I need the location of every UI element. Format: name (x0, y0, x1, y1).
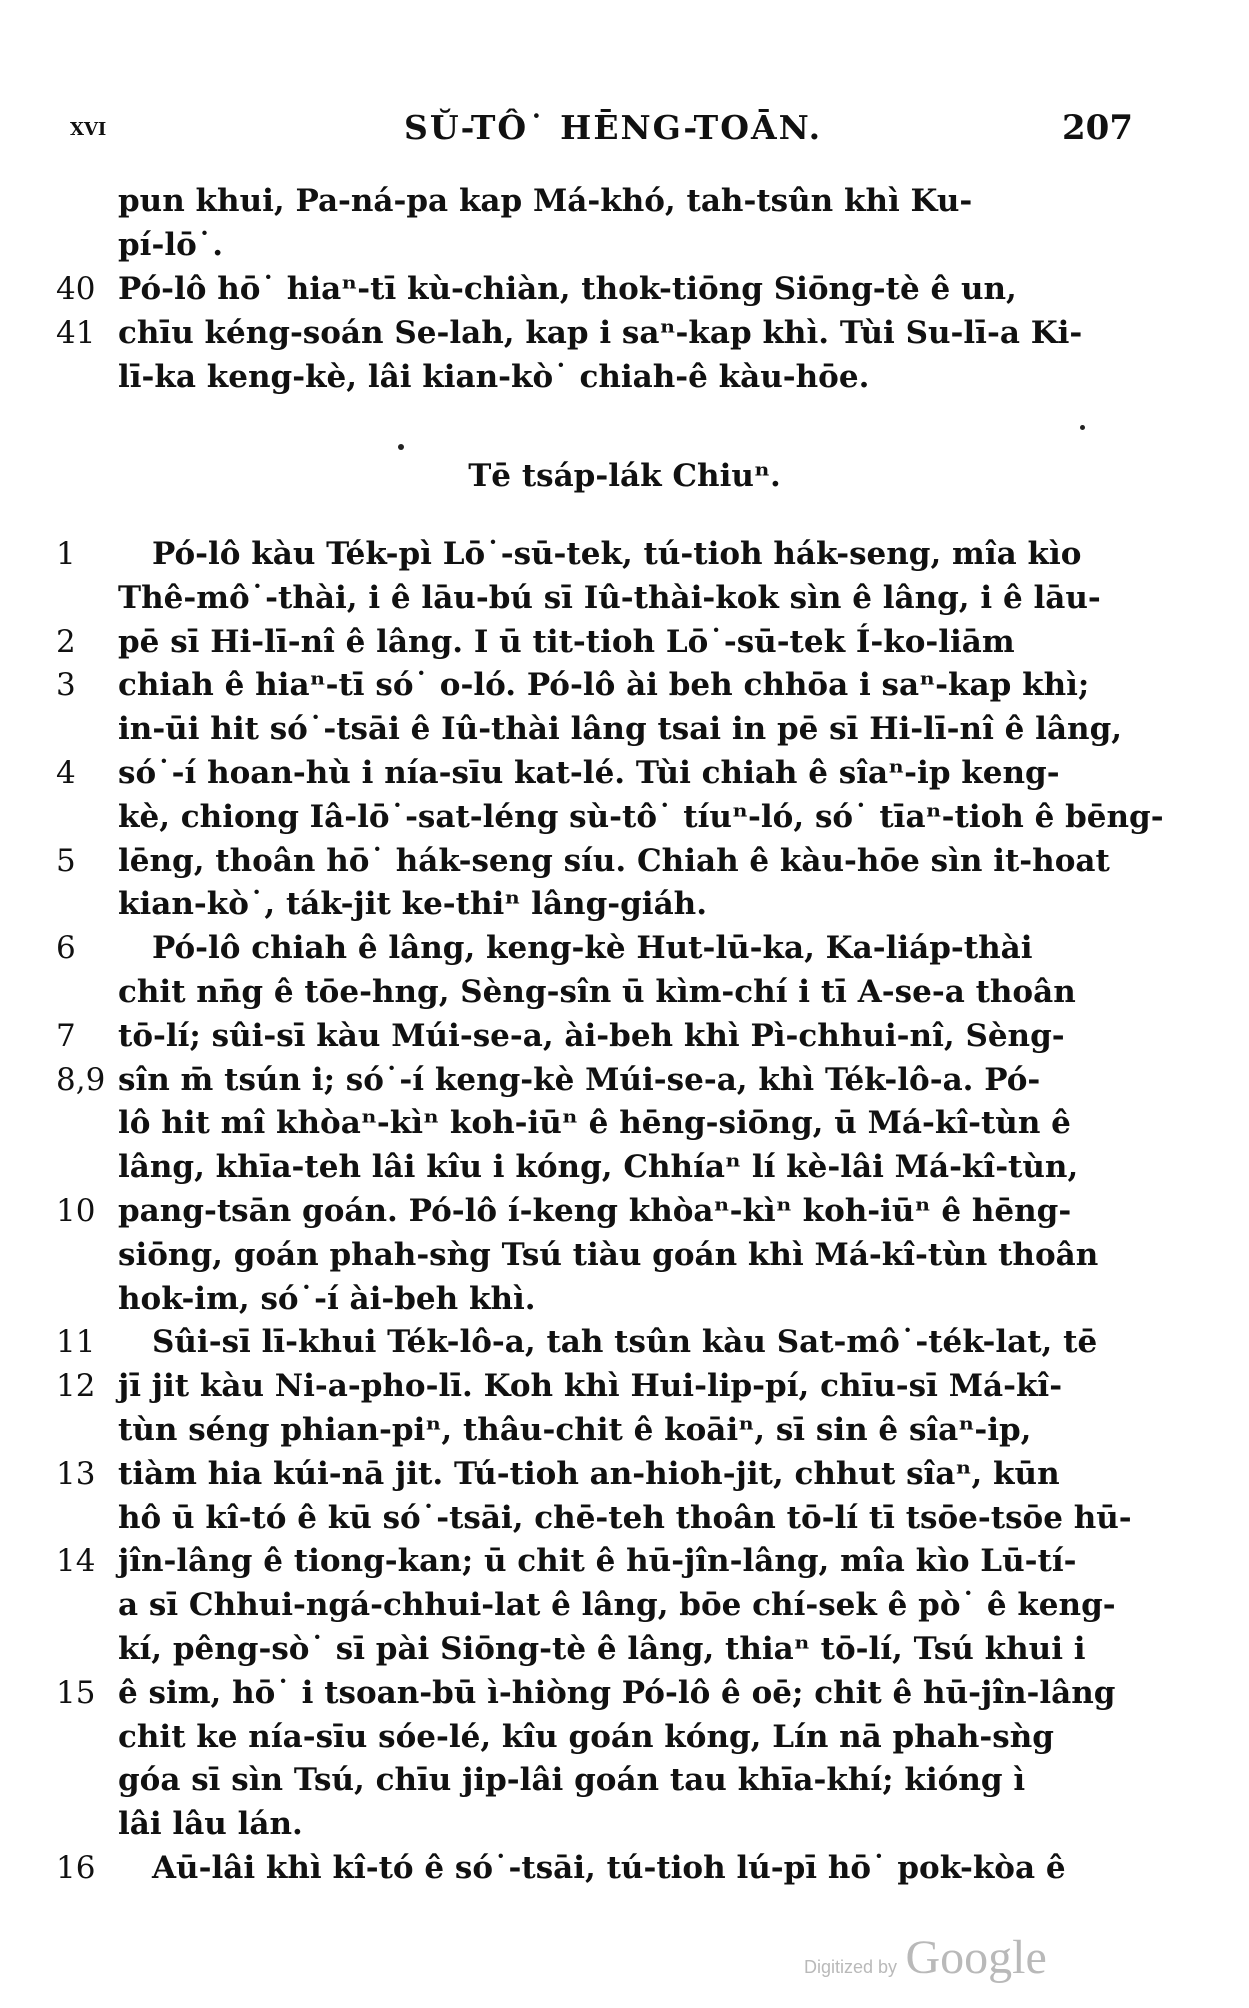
text-line (0, 1631, 1249, 1675)
digitized-watermark (804, 1930, 1047, 1985)
line-text: pē sī Hi-lī-nî ê lâng. I ū tit-tioh Lō˙-sū-tek Í-ko-liām (118, 623, 1015, 660)
text-line (0, 667, 1249, 711)
line-text: tùn séng phian-piⁿ, thâu-chit ê koāiⁿ, sī sin ê sîaⁿ-ip, (118, 1412, 1032, 1448)
line-text: lēng, thoân hō˙ hák-seng síu. Chiah ê kàu-hōe sìn it-hoat (118, 842, 1110, 879)
line-text: Sûi-sī lī-khui Ték-lô-a, tah tsûn kàu Sat-mô˙-ték-lat, tē (152, 1324, 1098, 1361)
roman-numeral: xvi (70, 112, 107, 142)
text-line (0, 1018, 1249, 1062)
verse-number: 40 (56, 271, 96, 307)
line-text: Aū-lâi khì kî-tó ê só˙-tsāi, tú-tioh lú-pī hō˙ pok-kòa ê (152, 1850, 1066, 1886)
line-text: chīu kéng-soán Se-lah, kap i saⁿ-kap khì. Tùi Su-lī-a Ki- (118, 315, 1083, 351)
text-line (0, 711, 1249, 755)
verse-number: 3 (56, 667, 76, 704)
text-line (0, 1281, 1249, 1325)
text-line (0, 1237, 1249, 1281)
line-text: só˙-í hoan-hù i nía-sīu kat-lé. Tùi chiah ê sîaⁿ-ip keng- (118, 755, 1060, 791)
text-line (0, 1500, 1249, 1544)
text-line (0, 1587, 1249, 1631)
line-text: Pó-lô chiah ê lâng, keng-kè Hut-lū-ka, Ka-liáp-thài (152, 930, 1033, 967)
text-line (0, 1193, 1249, 1237)
line-text: jîn-lâng ê tiong-kan; ū chit ê hū-jîn-lâng, mîa kìo Lū-tí- (118, 1543, 1077, 1580)
verse-number: 4 (56, 755, 76, 791)
line-text: lâi lâu lán. (118, 1806, 303, 1843)
verse-number: 41 (56, 315, 96, 351)
text-line (0, 886, 1249, 930)
google-logo: Google (905, 1931, 1047, 1984)
text-line (0, 315, 1249, 359)
verse-number: 1 (56, 536, 76, 572)
text-line (0, 183, 1249, 227)
verse-number: 2 (56, 623, 76, 660)
text-line (0, 580, 1249, 624)
page-number: 207 (1062, 108, 1133, 148)
chapter-heading: Tē tsáp-lák Chiuⁿ. (468, 458, 781, 494)
text-line (0, 1412, 1249, 1456)
verse-number: 15 (56, 1674, 96, 1711)
text-line (0, 1368, 1249, 1412)
verse-number: 11 (56, 1324, 96, 1361)
verse-number: 5 (56, 842, 76, 879)
verse-number: 7 (56, 1017, 76, 1054)
text-line (0, 1149, 1249, 1193)
text-line (0, 1456, 1249, 1500)
verse-number: 13 (56, 1455, 96, 1492)
line-text: Pó-lô kàu Ték-pì Lō˙-sū-tek, tú-tioh hák-seng, mîa kìo (152, 536, 1082, 572)
line-text: góa sī sìn Tsú, chīu jip-lâi goán tau khīa-khí; kióng ì (118, 1762, 1026, 1799)
line-text: chiah ê hiaⁿ-tī só˙ o-ló. Pó-lô ài beh chhōa i saⁿ-kap khì; (118, 667, 1090, 704)
text-line (0, 799, 1249, 843)
line-text: chit nn̄g ê tōe-hng, Sèng-sîn ū kìm-chí i tī A-se-a thoân (118, 974, 1076, 1010)
line-text: tiàm hia kúi-nā jit. Tú-tioh an-hioh-jit, chhut sîaⁿ, kūn (118, 1455, 1060, 1492)
text-line (0, 1719, 1249, 1763)
ink-speck (1080, 425, 1085, 430)
verse-number: 14 (56, 1543, 96, 1580)
line-text: kian-kò˙, ták-jit ke-thiⁿ lâng-giáh. (118, 886, 707, 923)
text-line (0, 1543, 1249, 1587)
line-text: sîn m̄ tsún i; só˙-í keng-kè Múi-se-a, khì Ték-lô-a. Pó- (118, 1061, 1041, 1098)
line-text: lâng, khīa-teh lâi kîu i kóng, Chhíaⁿ lí kè-lâi Má-kî-tùn, (118, 1149, 1079, 1186)
line-text: pang-tsān goán. Pó-lô í-keng khòaⁿ-kìⁿ koh-iūⁿ ê hēng- (118, 1193, 1072, 1229)
text-line (0, 1806, 1249, 1850)
line-text: kí, pêng-sò˙ sī pài Siōng-tè ê lâng, thiaⁿ tō-lí, Tsú khui i (118, 1631, 1086, 1667)
line-text: in-ūi hit só˙-tsāi ê Iû-thài lâng tsai in pē sī Hi-lī-nî ê lâng, (118, 711, 1123, 748)
line-text: Thê-mô˙-thài, i ê lāu-bú sī Iû-thài-kok sìn ê lâng, i ê lāu- (118, 579, 1101, 616)
line-text: lī-ka keng-kè, lâi kian-kò˙ chiah-ê kàu-hōe. (118, 359, 870, 395)
text-line (0, 359, 1249, 403)
line-text: hô ū kî-tó ê kū só˙-tsāi, chē-teh thoân tō-lí tī tsōe-tsōe hū- (118, 1499, 1132, 1536)
ink-speck (398, 444, 404, 450)
line-text: siōng, goán phah-sǹg Tsú tiàu goán khì Má-kî-tùn thoân (118, 1236, 1099, 1273)
text-line (0, 1762, 1249, 1806)
line-text: pí-lō˙. (118, 227, 224, 263)
verse-number: 16 (56, 1850, 96, 1886)
text-line (0, 1105, 1249, 1149)
text-line (0, 1675, 1249, 1719)
line-text: kè, chiong Iâ-lō˙-sat-léng sù-tô˙ tíuⁿ-ló, só˙ tīaⁿ-tioh ê bēng- (118, 798, 1164, 835)
verse-number: 10 (56, 1193, 96, 1229)
line-text: tō-lí; sûi-sī kàu Múi-se-a, ài-beh khì Pì-chhui-nî, Sèng- (118, 1017, 1065, 1054)
text-line (0, 930, 1249, 974)
line-text: a sī Chhui-ngá-chhui-lat ê lâng, bōe chí-sek ê pò˙ ê keng- (118, 1587, 1116, 1624)
text-line (0, 536, 1249, 580)
line-text: pun khui, Pa-ná-pa kap Má-khó, tah-tsûn khì Ku- (118, 183, 973, 219)
line-text: lô hit mî khòaⁿ-kìⁿ koh-iūⁿ ê hēng-siōng, ū Má-kî-tùn ê (118, 1105, 1071, 1142)
text-line (0, 271, 1249, 315)
text-line (0, 624, 1249, 668)
page-header (0, 108, 1249, 158)
text-line (0, 755, 1249, 799)
text-line (0, 974, 1249, 1018)
verse-number: 6 (56, 930, 76, 967)
line-text: chit ke nía-sīu sóe-lé, kîu goán kóng, Lín nā phah-sǹg (118, 1718, 1054, 1755)
line-text: Pó-lô hō˙ hiaⁿ-tī kù-chiàn, thok-tiōng Siōng-tè ê un, (118, 271, 1017, 307)
verse-number: 8,9 (56, 1061, 106, 1098)
text-line (0, 843, 1249, 887)
line-text: jī jit kàu Ni-a-pho-lī. Koh khì Hui-lip-pí, chīu-sī Má-kî- (118, 1368, 1063, 1405)
running-title: SŬ-TÔ˙ HĒNG-TOĀN. (404, 108, 823, 147)
verse-number: 12 (56, 1368, 96, 1405)
text-line (0, 227, 1249, 271)
text-line (0, 1850, 1249, 1894)
text-line (0, 1324, 1249, 1368)
line-text: hok-im, só˙-í ài-beh khì. (118, 1280, 536, 1317)
watermark-prefix: Digitized by (804, 1957, 898, 1977)
text-line (0, 1062, 1249, 1106)
line-text: ê sim, hō˙ i tsoan-bū ì-hiòng Pó-lô ê oē; chit ê hū-jîn-lâng (118, 1674, 1116, 1711)
